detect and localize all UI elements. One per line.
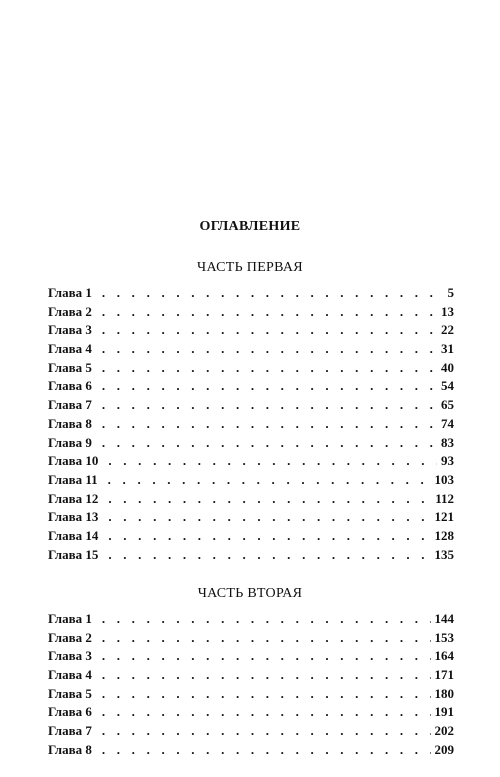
- page-number: 65: [441, 397, 454, 413]
- page-number: 202: [434, 723, 454, 739]
- page-number: 40: [441, 359, 454, 375]
- toc-entry: [48, 490, 454, 509]
- part-two-chapter-list: [48, 610, 454, 760]
- dot-leader: [102, 434, 437, 453]
- dot-leader: [102, 377, 437, 396]
- toc-entry: [48, 741, 454, 760]
- toc-title: ОГЛАВЛЕНИЕ: [199, 219, 301, 234]
- page-number: 191: [434, 704, 454, 720]
- toc-entry: [48, 647, 454, 666]
- toc-entry: [48, 703, 454, 722]
- chapter-label: Глава 6: [48, 704, 92, 720]
- page-number: 135: [434, 546, 454, 562]
- chapter-label: Глава 8: [48, 741, 92, 757]
- chapter-label: Глава 5: [48, 359, 92, 375]
- toc-entry: [48, 340, 454, 359]
- toc-entry: [48, 629, 454, 648]
- page-number: 22: [441, 322, 454, 338]
- dot-leader: [108, 452, 437, 471]
- chapter-label: Глава 10: [48, 453, 99, 469]
- dot-leader: [102, 629, 431, 648]
- chapter-label: Глава 2: [48, 303, 92, 319]
- chapter-label: Глава 9: [48, 434, 92, 450]
- page-number: 93: [441, 453, 454, 469]
- dot-leader: [102, 741, 431, 760]
- chapter-label: Глава 7: [48, 723, 92, 739]
- page-number: 103: [434, 471, 454, 487]
- chapter-label: Глава 1: [48, 285, 92, 300]
- dot-leader: [102, 647, 431, 666]
- page-number: 83: [441, 434, 454, 450]
- part-two-heading: ЧАСТЬ ВТОРАЯ: [197, 586, 303, 601]
- toc-entry: [48, 452, 454, 471]
- toc-entry: [48, 527, 454, 546]
- toc-entry: [48, 546, 454, 565]
- dot-leader: [102, 703, 431, 722]
- dot-leader: [108, 471, 431, 490]
- page-number: 144: [434, 611, 454, 626]
- dot-leader: [102, 722, 431, 741]
- chapter-label: Глава 13: [48, 509, 99, 525]
- dot-leader: [108, 508, 430, 527]
- toc-entry: [48, 666, 454, 685]
- chapter-label: Глава 6: [48, 378, 92, 394]
- toc-entry: [48, 722, 454, 741]
- dot-leader: [102, 284, 444, 303]
- toc-entry: [48, 415, 454, 434]
- dot-leader: [102, 610, 431, 629]
- page-number: 112: [435, 490, 454, 506]
- dot-leader: [102, 340, 437, 359]
- page-number: 153: [434, 629, 454, 645]
- page-number: 31: [441, 341, 454, 357]
- toc-entry: [48, 508, 454, 527]
- chapter-label: Глава 15: [48, 546, 99, 562]
- page-number: 121: [434, 509, 454, 525]
- chapter-label: Глава 14: [48, 527, 99, 543]
- page-number: 209: [434, 741, 454, 757]
- chapter-label: Глава 4: [48, 341, 92, 357]
- dot-leader: [102, 396, 437, 415]
- toc-entry: [48, 434, 454, 453]
- chapter-label: Глава 11: [48, 471, 98, 487]
- toc-entry: [48, 396, 454, 415]
- page-number: 5: [447, 285, 454, 300]
- page-number: 128: [434, 527, 454, 543]
- chapter-label: Глава 1: [48, 611, 92, 626]
- toc-entry: [48, 377, 454, 396]
- dot-leader: [102, 415, 437, 434]
- toc-entry: [48, 321, 454, 340]
- page-number: 180: [434, 685, 454, 701]
- chapter-label: Глава 5: [48, 685, 92, 701]
- dot-leader: [102, 321, 437, 340]
- toc-entry: [48, 284, 454, 303]
- chapter-label: Глава 7: [48, 397, 92, 413]
- toc-entry: [48, 303, 454, 322]
- page-number: 164: [434, 648, 454, 664]
- dot-leader: [108, 527, 430, 546]
- page-number: 74: [441, 415, 454, 431]
- chapter-label: Глава 4: [48, 667, 92, 683]
- chapter-label: Глава 2: [48, 629, 92, 645]
- toc-entry: [48, 610, 454, 629]
- page-number: 13: [441, 303, 454, 319]
- part-one-heading: ЧАСТЬ ПЕРВАЯ: [197, 260, 303, 275]
- part-one-chapter-list: [48, 284, 454, 564]
- toc-entry: [48, 471, 454, 490]
- chapter-label: Глава 8: [48, 415, 92, 431]
- chapter-label: Глава 3: [48, 322, 92, 338]
- chapter-label: Глава 12: [48, 490, 99, 506]
- toc-entry: [48, 359, 454, 378]
- toc-entry: [48, 685, 454, 704]
- chapter-label: Глава 3: [48, 648, 92, 664]
- dot-leader: [102, 666, 431, 685]
- dot-leader: [102, 685, 431, 704]
- page-number: 54: [441, 378, 454, 394]
- dot-leader: [102, 359, 437, 378]
- dot-leader: [108, 490, 431, 509]
- page-number: 171: [434, 667, 454, 683]
- dot-leader: [108, 546, 430, 565]
- dot-leader: [102, 303, 437, 322]
